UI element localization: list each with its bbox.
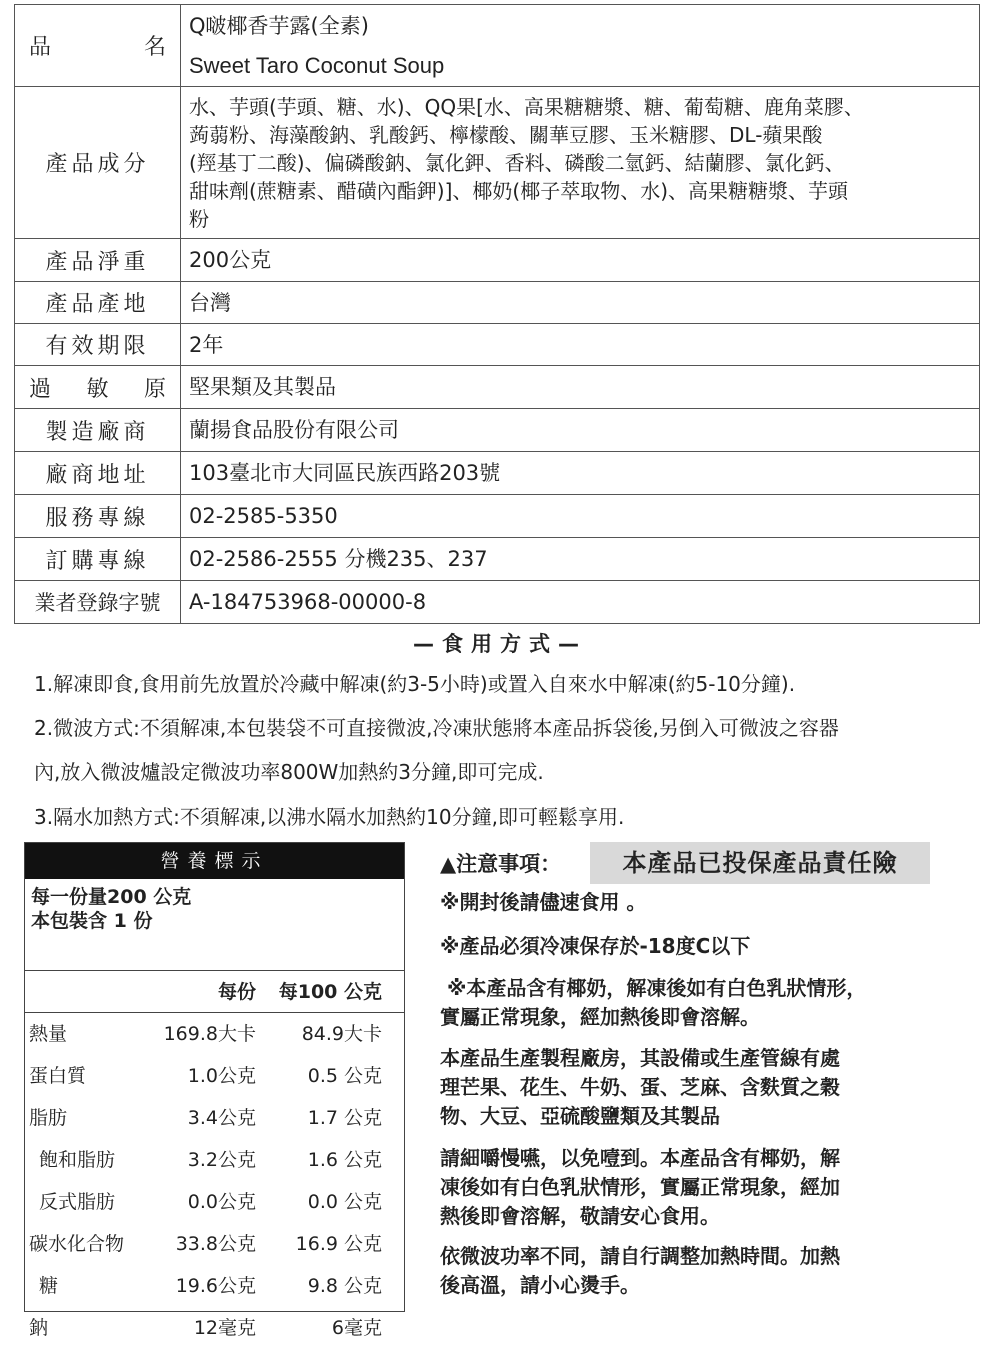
info-row bbox=[15, 282, 980, 324]
usage-step-2: 2.微波方式:不須解凍,本包裝袋不可直接微波,冷凍狀態將本產品拆袋後,另倒入可微波之容器 bbox=[34, 716, 839, 740]
usage-step-2-cont: 內,放入微波爐設定微波功率800W加熱約3分鐘,即可完成. bbox=[34, 760, 544, 784]
info-label-origin: 產品產地 bbox=[15, 282, 181, 324]
nutrition-row bbox=[25, 1265, 404, 1307]
note-line: 本產品生產製程廠房，其設備或生產管線有處 bbox=[440, 1046, 840, 1070]
info-row bbox=[15, 239, 980, 282]
nutrient-name: 熱量 bbox=[29, 1023, 68, 1045]
ingredients-line: 甜味劑(蔗糖素、醋磺內酯鉀)]、椰奶(椰子萃取物、水)、高果糖糖漿、芋頭 bbox=[189, 178, 849, 203]
info-value-shelf-life: 2年 bbox=[181, 324, 980, 366]
info-label-order-line: 訂購專線 bbox=[15, 538, 181, 581]
note-line: 請細嚼慢嚥，以免噎到。本產品含有椰奶，解 bbox=[440, 1146, 840, 1170]
info-label-ingredients: 產品成分 bbox=[15, 87, 181, 239]
info-value-registration: A-184753968-00000-8 bbox=[181, 581, 980, 624]
nutrition-row bbox=[25, 1223, 404, 1265]
info-value-allergen: 堅果類及其製品 bbox=[181, 366, 980, 409]
ingredients-line: (羥基丁二酸)、偏磷酸鈉、氯化鉀、香料、磷酸二氫鈣、結蘭膠、氯化鈣、 bbox=[189, 150, 845, 175]
info-label-service-line: 服務專線 bbox=[15, 495, 181, 538]
nutrient-name: 飽和脂肪 bbox=[39, 1149, 116, 1171]
nutrient-per-100g: 0.5 公克 bbox=[307, 1065, 382, 1087]
product-info-table bbox=[14, 4, 980, 624]
info-row-name bbox=[15, 5, 980, 87]
note-chew-slowly bbox=[440, 1144, 960, 1231]
notes-header bbox=[440, 842, 990, 884]
notes-label: ▲注意事項： bbox=[440, 852, 562, 876]
nutrition-row bbox=[25, 1307, 404, 1349]
info-value-service-line: 02-2585-5350 bbox=[181, 495, 980, 538]
nutrient-per-serving: 1.0公克 bbox=[187, 1065, 256, 1087]
info-row bbox=[15, 366, 980, 409]
info-value-address: 103臺北市大同區民族西路203號 bbox=[181, 452, 980, 495]
info-value-origin: 台灣 bbox=[181, 282, 980, 324]
info-value-ingredients bbox=[181, 87, 980, 239]
info-label-net-weight: 產品淨重 bbox=[15, 239, 181, 282]
info-row bbox=[15, 495, 980, 538]
nutrient-name: 蛋白質 bbox=[29, 1065, 87, 1087]
nutrition-serving bbox=[25, 879, 404, 971]
nutrient-per-100g: 16.9 公克 bbox=[295, 1233, 382, 1255]
nutrient-per-100g: 0.0 公克 bbox=[307, 1191, 382, 1213]
note-microwave-caution bbox=[440, 1242, 960, 1300]
note-line: 依微波功率不同，請自行調整加熱時間。加熱 bbox=[440, 1244, 840, 1268]
usage-step-3: 3.隔水加熱方式:不須解凍,以沸水隔水加熱約10分鐘,即可輕鬆享用. bbox=[34, 805, 625, 829]
nutrient-per-serving: 19.6公克 bbox=[175, 1275, 256, 1297]
nutrient-per-100g: 6毫克 bbox=[331, 1317, 382, 1339]
nutrient-name: 反式脂肪 bbox=[39, 1191, 116, 1213]
nutrient-per-100g: 84.9大卡 bbox=[301, 1023, 382, 1045]
note-line: 實屬正常現象，經加熱後即會溶解。 bbox=[440, 1005, 760, 1029]
info-label-allergen: 過敏原 bbox=[15, 366, 181, 409]
col-per-100g: 每100 公克 bbox=[278, 981, 382, 1003]
nutrition-col-headers bbox=[25, 971, 404, 1013]
nutrient-per-serving: 3.4公克 bbox=[187, 1107, 256, 1129]
nutrition-row bbox=[25, 1013, 404, 1055]
info-value-manufacturer: 蘭揚食品股份有限公司 bbox=[181, 409, 980, 452]
note-open-consume: ※開封後請儘速食用 。 bbox=[440, 890, 647, 914]
note-coconut-milk bbox=[440, 974, 960, 1032]
ingredients-line: 粉 bbox=[189, 206, 209, 231]
ingredients-line: 水、芋頭(芋頭、糖、水)、QQ果[水、高果糖糖漿、糖、葡萄糖、鹿角菜膠、 bbox=[189, 94, 864, 119]
info-label-shelf-life: 有效期限 bbox=[15, 324, 181, 366]
nutrient-name: 鈉 bbox=[29, 1317, 49, 1339]
ingredients-line: 蒟蒻粉、海藻酸鈉、乳酸鈣、檸檬酸、關華豆膠、玉米糖膠、DL-蘋果酸 bbox=[189, 122, 823, 147]
note-line: ※本產品含有椰奶，解凍後如有白色乳狀情形， bbox=[440, 976, 867, 1000]
info-label-address: 廠商地址 bbox=[15, 452, 181, 495]
info-row bbox=[15, 452, 980, 495]
usage-step-1: 1.解凍即食,食用前先放置於冷藏中解凍(約3-5小時)或置入自來水中解凍(約5-10分鐘). bbox=[34, 672, 796, 696]
info-row bbox=[15, 538, 980, 581]
note-line: 後高溫，請小心燙手。 bbox=[440, 1273, 640, 1297]
nutrition-row bbox=[25, 1181, 404, 1223]
nutrient-per-serving: 0.0公克 bbox=[187, 1191, 256, 1213]
info-value-net-weight: 200公克 bbox=[181, 239, 980, 282]
nutrient-per-100g: 1.7 公克 bbox=[307, 1107, 382, 1129]
nutrition-row bbox=[25, 1097, 404, 1139]
info-row bbox=[15, 324, 980, 366]
note-frozen-storage: ※產品必須冷凍保存於-18度C以下 bbox=[440, 934, 751, 958]
nutrient-name: 碳水化合物 bbox=[29, 1233, 125, 1255]
nutrient-name: 糖 bbox=[39, 1275, 59, 1297]
nutrition-title: 營養標示 bbox=[25, 843, 404, 879]
info-value-order-line: 02-2586-2555 分機235、237 bbox=[181, 538, 980, 581]
nutrient-per-serving: 169.8大卡 bbox=[163, 1023, 256, 1045]
nutrient-per-100g: 1.6 公克 bbox=[307, 1149, 382, 1171]
info-label-name: 品 名 bbox=[15, 5, 181, 87]
note-line: 熱後即會溶解，敬請安心食用。 bbox=[440, 1204, 720, 1228]
info-row-ingredients bbox=[15, 87, 980, 239]
nutrient-per-100g: 9.8 公克 bbox=[307, 1275, 382, 1297]
nutrition-row bbox=[25, 1055, 404, 1097]
product-name-zh: Q啵椰香芋露(全素) bbox=[189, 13, 369, 38]
insurance-badge: 本產品已投保產品責任險 bbox=[590, 842, 930, 884]
notes-panel bbox=[440, 842, 990, 1297]
nutrition-row bbox=[25, 1139, 404, 1181]
col-per-serving: 每份 bbox=[217, 981, 256, 1003]
note-allergen-facility bbox=[440, 1044, 960, 1131]
info-row bbox=[15, 581, 980, 624]
nutrition-panel bbox=[24, 842, 405, 1339]
info-row bbox=[15, 409, 980, 452]
nutrient-per-serving: 12毫克 bbox=[193, 1317, 256, 1339]
info-label-registration: 業者登錄字號 bbox=[15, 581, 181, 624]
usage-title: —食用方式— bbox=[413, 632, 587, 656]
serving-size: 每一份量200 公克 bbox=[31, 886, 192, 908]
nutrient-per-serving: 3.2公克 bbox=[187, 1149, 256, 1171]
note-line: 理芒果、花生、牛奶、蛋、芝麻、含麩質之穀 bbox=[440, 1075, 840, 1099]
info-label-manufacturer: 製造廠商 bbox=[15, 409, 181, 452]
nutrient-name: 脂肪 bbox=[29, 1107, 68, 1129]
note-line: 凍後如有白色乳狀情形，實屬正常現象，經加 bbox=[440, 1175, 840, 1199]
servings-per-pack: 本包裝含 1 份 bbox=[31, 910, 153, 932]
product-name-en: Sweet Taro Coconut Soup bbox=[189, 52, 445, 78]
info-value-name bbox=[181, 5, 980, 87]
note-line: 物、大豆、亞硫酸鹽類及其製品 bbox=[440, 1104, 720, 1128]
nutrient-per-serving: 33.8公克 bbox=[175, 1233, 256, 1255]
